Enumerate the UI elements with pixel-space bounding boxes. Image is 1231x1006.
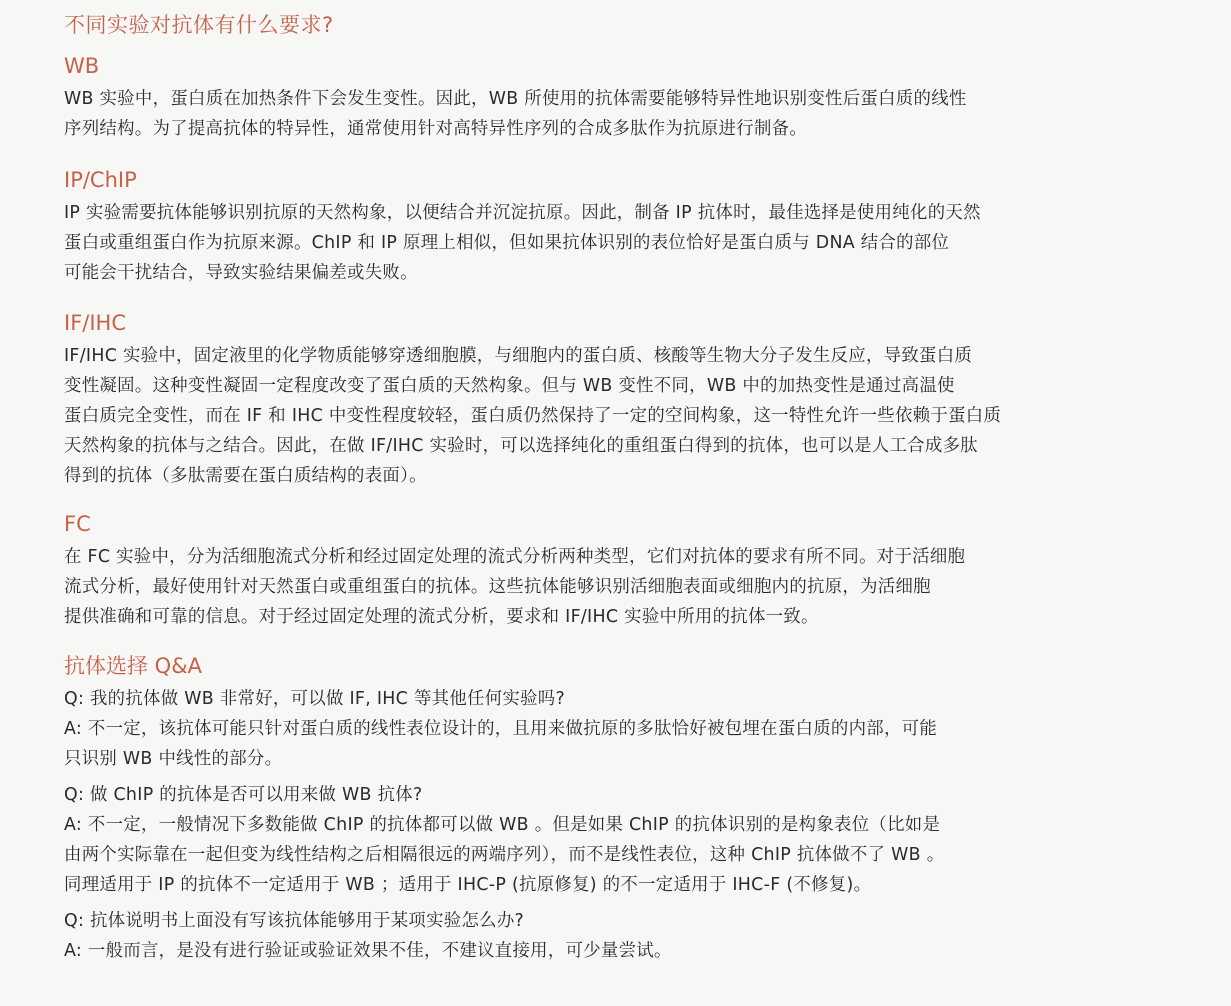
section-heading-fc: FC: [64, 512, 91, 536]
page-title: 不同实验对抗体有什么要求?: [64, 13, 334, 37]
section-heading-wb: WB: [64, 54, 100, 78]
text-line: IP 实验需要抗体能够识别抗原的天然构象，以便结合并沉淀抗原。因此，制备 IP 抗体时，最佳选择是使用纯化的天然: [64, 203, 981, 223]
section-heading-if-ihc: IF/IHC: [64, 311, 126, 335]
qa-item: [64, 906, 1169, 966]
text-line: 序列结构。为了提高抗体的特异性，通常使用针对高特异性序列的合成多肽作为抗原进行制备。: [64, 119, 808, 139]
section-text-ip-chip: [64, 198, 1169, 288]
qa-answer-line: 由两个实际靠在一起但变为线性结构之后相隔很远的两端序列），而不是线性表位，这种 ChIP 抗体做不了 WB 。: [64, 845, 945, 865]
qa-answer-line: A: 不一定，一般情况下多数能做 ChIP 的抗体都可以做 WB 。但是如果 ChIP 的抗体识别的是构象表位（比如是: [64, 815, 941, 835]
text-line: 蛋白或重组蛋白作为抗原来源。ChIP 和 IP 原理上相似，但如果抗体识别的表位恰好是蛋白质与 DNA 结合的部位: [64, 233, 950, 253]
section-text-if-ihc: [64, 341, 1169, 491]
qa-question: Q: 抗体说明书上面没有写该抗体能够用于某项实验怎么办?: [64, 911, 525, 931]
text-line: WB 实验中，蛋白质在加热条件下会发生变性。因此，WB 所使用的抗体需要能够特异性地识别变性后蛋白质的线性: [64, 89, 967, 109]
qa-item: [64, 780, 1169, 900]
section-text-wb: [64, 84, 1169, 144]
section-ip-chip: [64, 166, 1169, 288]
text-line: 蛋白质完全变性，而在 IF 和 IHC 中变性程度较轻，蛋白质仍然保持了一定的空间构象，这一特性允许一些依赖于蛋白质: [64, 406, 1002, 426]
qa-answer-line: A: 一般而言，是没有进行验证或验证效果不佳，不建议直接用，可少量尝试。: [64, 941, 672, 961]
section-heading-qa: 抗体选择 Q&A: [64, 654, 202, 678]
text-line: 天然构象的抗体与之结合。因此，在做 IF/IHC 实验时，可以选择纯化的重组蛋白得到的抗体，也可以是人工合成多肽: [64, 436, 978, 456]
qa-answer-line: A: 不一定，该抗体可能只针对蛋白质的线性表位设计的，且用来做抗原的多肽恰好被包埋在蛋白质的内部，可能: [64, 719, 938, 739]
qa-question: Q: 我的抗体做 WB 非常好，可以做 IF, IHC 等其他任何实验吗?: [64, 689, 565, 709]
section-text-fc: [64, 542, 1169, 632]
qa-item: [64, 684, 1169, 774]
qa-question: Q: 做 ChIP 的抗体是否可以用来做 WB 抗体?: [64, 785, 423, 805]
qa-answer-line: 只识别 WB 中线性的部分。: [64, 749, 283, 769]
section-if-ihc: [64, 309, 1169, 491]
text-line: 在 FC 实验中，分为活细胞流式分析和经过固定处理的流式分析两种类型，它们对抗体的要求有所不同。对于活细胞: [64, 547, 966, 567]
section-wb: [64, 52, 1169, 144]
section-qa: [64, 652, 1169, 966]
text-line: 流式分析，最好使用针对天然蛋白或重组蛋白的抗体。这些抗体能够识别活细胞表面或细胞内的抗原，为活细胞: [64, 577, 931, 597]
section-fc: [64, 510, 1169, 632]
text-line: 提供准确和可靠的信息。对于经过固定处理的流式分析，要求和 IF/IHC 实验中所用的抗体一致。: [64, 607, 819, 627]
text-line: 变性凝固。这种变性凝固一定程度改变了蛋白质的天然构象。但与 WB 变性不同，WB 中的加热变性是通过高温使: [64, 376, 955, 396]
text-line: 得到的抗体（多肽需要在蛋白质结构的表面）。: [64, 466, 427, 486]
qa-answer-line: 同理适用于 IP 的抗体不一定适用于 WB ；适用于 IHC-P (抗原修复) 的不一定适用于 IHC-F (不修复)。: [64, 875, 872, 895]
text-line: 可能会干扰结合，导致实验结果偏差或失败。: [64, 263, 418, 283]
section-heading-ip-chip: IP/ChIP: [64, 168, 137, 192]
text-line: IF/IHC 实验中，固定液里的化学物质能够穿透细胞膜，与细胞内的蛋白质、核酸等生物大分子发生反应，导致蛋白质: [64, 346, 973, 366]
